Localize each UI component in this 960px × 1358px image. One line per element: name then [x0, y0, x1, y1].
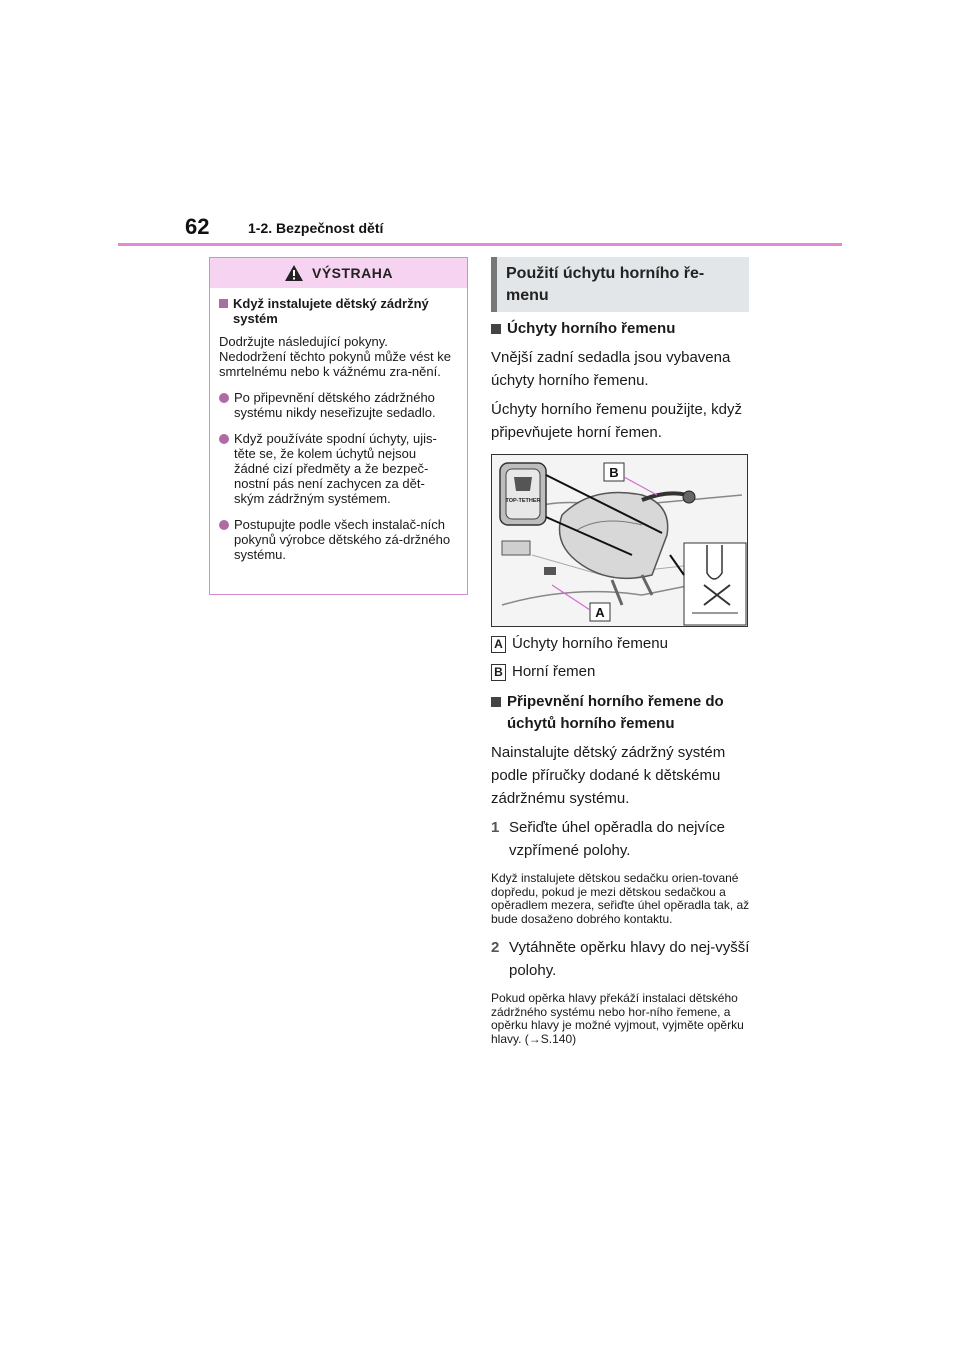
page-number: 62: [185, 214, 210, 239]
subheading-text: Úchyty horního řemenu: [507, 320, 676, 337]
warning-title: VÝSTRAHA: [311, 265, 393, 281]
legend-row: [491, 661, 753, 683]
square-bullet-icon: [491, 697, 501, 707]
right-column: [491, 318, 753, 1046]
dot-bullet-icon: [219, 434, 229, 444]
step-note: Když instalujete dětskou sedačku orien-tované dopředu, pokud je mezi dětskou sedačkou a opěradlem mezera, seřiďte úhel opěradla tak, až bude dosaženo dobrého kontaktu.: [491, 871, 750, 926]
subheading-attach: [491, 691, 753, 735]
step-number: 1: [491, 819, 500, 836]
step-text: Seřiďte úhel opěradla do nejvíce vzpřímené polohy.: [509, 819, 726, 859]
dot-bullet-icon: [219, 393, 229, 403]
warning-item-text: Když používáte spodní úchyty, ujis-těte se, že kolem úchytů nejsou žádné cizí předměty a že bezpeč-nostní pás není zachycen za dět-ským zádržným systémem.: [234, 431, 437, 506]
warning-item-text: Po připevnění dětského zádržného systému nikdy neseřizujte sedadlo.: [234, 390, 436, 420]
warning-item: [219, 431, 454, 506]
tether-anchor-illustration: [491, 454, 748, 627]
callout-b: B: [609, 465, 619, 480]
chapter-title: 1-2. Bezpečnost dětí: [248, 220, 384, 236]
dot-bullet-icon: [219, 520, 229, 530]
paragraph: Úchyty horního řemenu použijte, když připevňujete horní řemen.: [491, 401, 742, 441]
paragraph: Nainstalujte dětský zádržný systém podle příručky dodané k dětskému zádržnému systému.: [491, 744, 726, 807]
square-bullet-icon: [219, 299, 228, 308]
step-number: 2: [491, 939, 500, 956]
illustration-svg: [492, 455, 748, 627]
warning-body: [210, 288, 467, 562]
warning-header: [210, 258, 467, 288]
section-heading: Použití úchytu horního ře-menu: [491, 257, 749, 312]
warning-triangle-icon: [284, 264, 304, 282]
step-item: [491, 816, 753, 862]
step-text: Vytáhněte opěrku hlavy do nej-vyšší polohy.: [509, 939, 750, 979]
legend-key: B: [491, 664, 506, 681]
legend-text: Horní řemen: [512, 663, 596, 680]
warning-item: [219, 390, 454, 420]
warning-heading-text: Když instalujete dětský zádržný systém: [233, 296, 429, 326]
step-note: Pokud opěrka hlavy překáží instalaci dětského zádržného systému nebo hor-ního řemene, a opěrku hlavy je možné vyjmout, vyjměte opěrku hlavy. (→S.140): [491, 991, 744, 1046]
step-item: [491, 936, 753, 982]
warning-intro: Dodržujte následující pokyny. Nedodržení těchto pokynů může vést ke smrtelnému nebo k vážnému zra-nění.: [219, 334, 451, 379]
legend-text: Úchyty horního řemenu: [512, 635, 668, 652]
warning-heading: [219, 296, 454, 326]
callout-a: A: [595, 605, 605, 620]
paragraph: Vnější zadní sedadla jsou vybavena úchyty horního řemenu.: [491, 349, 731, 389]
square-bullet-icon: [491, 324, 501, 334]
warning-item: [219, 517, 454, 562]
subheading-text: Připevnění horního řemene do úchytů horního řemenu: [507, 693, 724, 732]
warning-item-text: Postupujte podle všech instalač-ních pokynů výrobce dětského zá-držného systému.: [234, 517, 451, 562]
warning-box: [209, 257, 468, 595]
legend-key: A: [491, 636, 506, 653]
header-rule: [118, 243, 842, 246]
legend-row: [491, 633, 753, 655]
top-tether-tag-label: TOP-TETHER: [505, 498, 541, 504]
subheading-anchors: [491, 318, 753, 340]
